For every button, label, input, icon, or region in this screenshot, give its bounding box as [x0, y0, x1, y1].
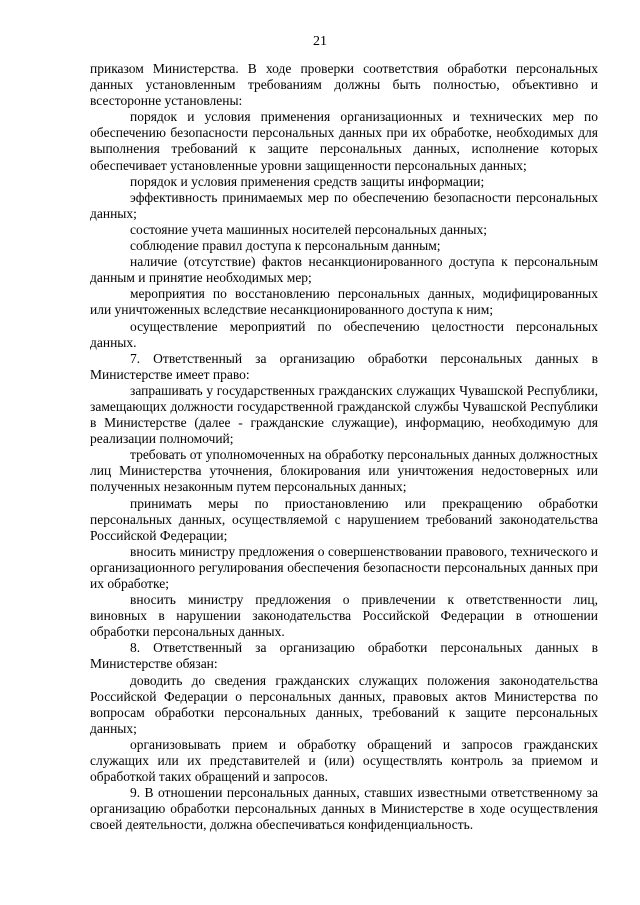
- paragraph: организовывать прием и обработку обращений и запросов гражданских служащих или их представителей и (или) осуществлять контроль за приемом и обработкой таких обращений и запросов.: [90, 736, 598, 785]
- paragraph: приказом Министерства. В ходе проверки соответствия обработки персональных данных установленным требованиям должны быть полностью, объективно и всесторонне установлены:: [90, 61, 598, 109]
- paragraph: осуществление мероприятий по обеспечению целостности персональных данных.: [90, 318, 598, 350]
- paragraph: соблюдение правил доступа к персональным данным;: [130, 238, 441, 254]
- paragraph: вносить министру предложения о привлечении к ответственности лиц, виновных в нарушении законодательства Российской Федерации в отношении обработки персональных данных.: [90, 592, 598, 640]
- paragraph: наличие (отсутствие) фактов несанкционированного доступа к персональным данным и принятие необходимых мер;: [90, 254, 598, 286]
- section-heading-9: 9. В отношении персональных данных, ставших известными ответственному за организацию обработки персональных данных в Министерстве в ходе осуществления своей деятельности, должна обеспечиваться конфиденциальность.: [90, 785, 598, 833]
- paragraph: требовать от уполномоченных на обработку персональных данных должностных лиц Министерства уточнения, блокирования или уничтожения недостоверных или полученных незаконным путем персональных данных;: [90, 447, 598, 495]
- paragraph: запрашивать у государственных гражданских служащих Чувашской Республики, замещающих должности государственной гражданской службы Чувашской Республики в Министерстве (далее - гражданские служащие), информацию, необходимую для реализации полномочий;: [90, 382, 598, 447]
- section-heading-8: 8. Ответственный за организацию обработки персональных данных в Министерстве обязан:: [90, 640, 598, 672]
- paragraph: мероприятия по восстановлению персональных данных, модифицированных или уничтоженных вследствие несанкционированного доступа к ним;: [90, 286, 598, 318]
- paragraph: эффективность принимаемых мер по обеспечению безопасности персональных данных;: [90, 189, 598, 221]
- page-number: 21: [313, 34, 327, 49]
- document-body: [90, 61, 598, 834]
- paragraph: порядок и условия применения средств защиты информации;: [130, 173, 485, 189]
- paragraph: состояние учета машинных носителей персональных данных;: [130, 221, 487, 237]
- paragraph: доводить до сведения гражданских служащих положения законодательства Российской Федерации о персональных данных, правовых актов Министерства по вопросам обработки персональных данных, требований к защите персональных данных;: [90, 672, 598, 736]
- section-heading-7: 7. Ответственный за организацию обработки персональных данных в Министерстве имеет право:: [90, 350, 598, 382]
- paragraph: вносить министру предложения о совершенствовании правового, технического и организационного регулирования обеспечения безопасности персональных данных при их обработке;: [90, 543, 598, 591]
- paragraph: принимать меры по приостановлению или прекращению обработки персональных данных, осуществляемой с нарушением требований законодательства Российской Федерации;: [90, 495, 598, 543]
- paragraph: порядок и условия применения организационных и технических мер по обеспечению безопасности персональных данных при их обработке, необходимых для выполнения требований к защите персональных данных, исполнение которых обеспечивает установленные уровни защищенности персональных данных;: [90, 109, 598, 173]
